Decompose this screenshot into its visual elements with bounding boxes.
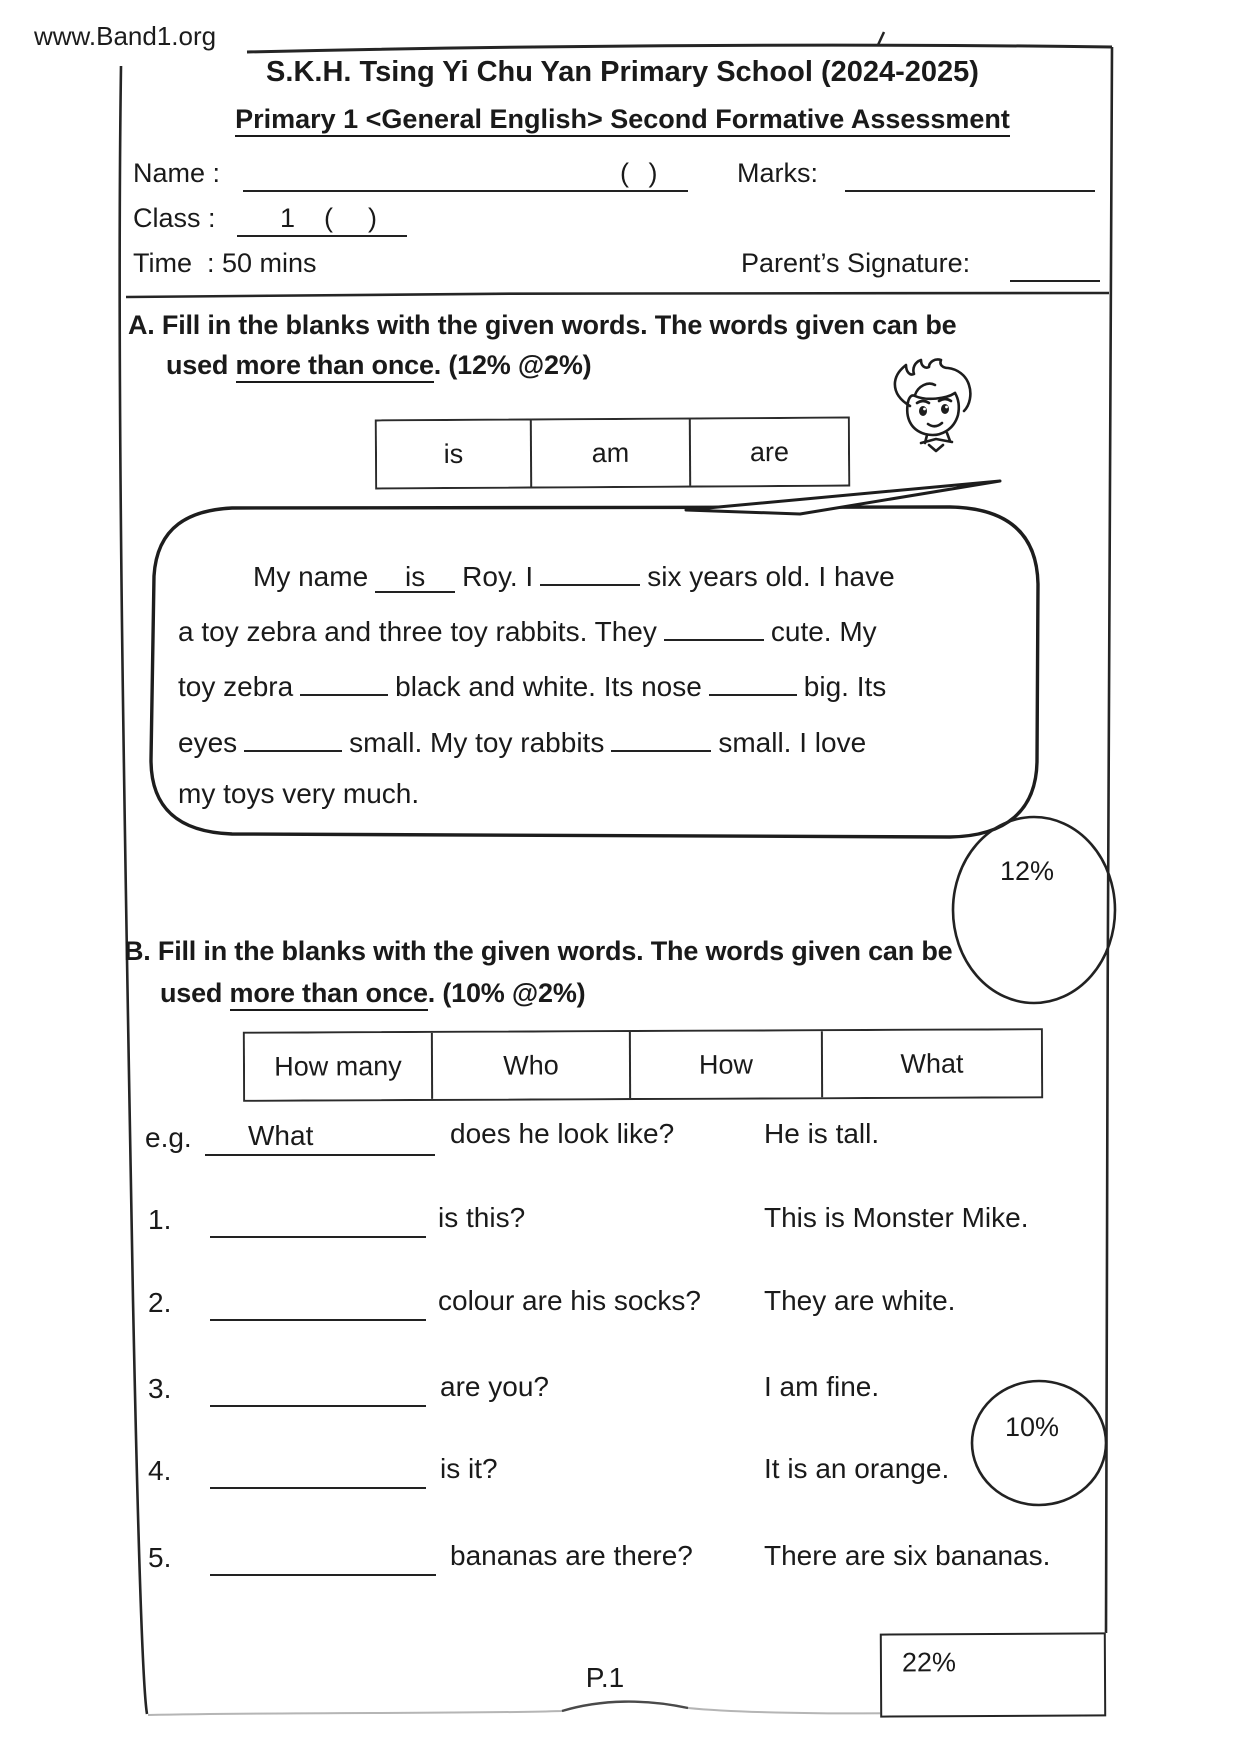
row-number: 1. [148, 1204, 172, 1235]
marks-label: Marks: [737, 158, 818, 188]
question-text: colour are his socks? [438, 1285, 702, 1316]
class-line [237, 235, 407, 237]
score-circle-a [953, 817, 1115, 1003]
word-bank-b-cell: How many [245, 1033, 431, 1100]
fill-blank [611, 722, 711, 752]
fill-blank [300, 666, 388, 696]
fill-blank [709, 666, 797, 696]
class-label: Class : [133, 203, 216, 233]
marks-line [845, 190, 1095, 192]
word-bank-a-cell: is [377, 421, 530, 488]
exam-title: Primary 1 <General English> Second Formative Assessment [150, 104, 1095, 135]
passage-line: My name is Roy. I six years old. I have [253, 556, 895, 593]
section-a-score-badge: 12% [1000, 856, 1055, 886]
passage-line: toy zebra black and white. Its nose big. Its [178, 666, 886, 703]
question-text: are you? [440, 1371, 549, 1402]
fill-blank [540, 556, 640, 586]
class-paren-close: ) [368, 203, 377, 233]
passage-line: my toys very much. [178, 778, 420, 809]
answer-text: He is tall. [764, 1118, 880, 1149]
underlined-phrase: more than once [236, 350, 434, 383]
passage-line: eyes small. My toy rabbits small. I love [178, 722, 866, 759]
row-number: e.g. [145, 1122, 192, 1153]
word-bank-b [243, 1028, 1043, 1101]
question-text: does he look like? [450, 1118, 675, 1149]
answer-text: There are six bananas. [764, 1540, 1051, 1571]
row-number: 2. [148, 1287, 172, 1318]
header-divider [126, 293, 1109, 297]
name-label: Name : [133, 158, 221, 188]
word-bank-b-cell: Who [431, 1032, 629, 1099]
time-label: Time : 50 mins [133, 248, 317, 278]
passage-line: a toy zebra and three toy rabbits. They cute. My [178, 611, 877, 648]
question-text: is it? [440, 1453, 498, 1484]
answer-blank [210, 1319, 426, 1321]
section-b-heading-line2: used more than once. (10% @2%) [160, 978, 585, 1009]
class-value: 1 [280, 203, 296, 233]
class-paren-open: ( [324, 203, 333, 233]
boy-face-icon [895, 359, 970, 451]
name-line [243, 190, 688, 192]
word-bank-a-cell: are [689, 419, 848, 486]
answer-blank [210, 1574, 436, 1576]
answer-blank [210, 1236, 426, 1238]
section-a-heading-line1: A. Fill in the blanks with the given words. The words given can be [128, 310, 957, 340]
answer-text: This is Monster Mike. [764, 1202, 1029, 1233]
watermark: www.Band1.org [34, 21, 217, 51]
underlined-phrase: more than once [230, 978, 428, 1011]
word-bank-b-cell: What [821, 1030, 1041, 1097]
row-number: 3. [148, 1373, 172, 1404]
school-title: S.K.H. Tsing Yi Chu Yan Primary School (2024-2025) [266, 56, 979, 88]
answer-text: They are white. [764, 1285, 956, 1316]
fill-blank [664, 611, 764, 641]
question-text: is this? [438, 1202, 526, 1233]
fill-blank-answered: is [375, 563, 455, 593]
row-number: 5. [148, 1542, 172, 1573]
answer-blank [210, 1487, 426, 1489]
row-number: 4. [148, 1455, 172, 1486]
name-paren: ( ) [620, 158, 664, 188]
section-b-score-badge: 10% [1005, 1412, 1060, 1442]
section-b-heading-line1: B. Fill in the blanks with the given words. The words given can be [124, 936, 953, 966]
total-score-value: 22% [901, 1647, 957, 1678]
word-bank-b-cell: How [629, 1031, 821, 1098]
answer-text: I am fine. [764, 1371, 880, 1402]
page-number: P.1 [585, 1662, 625, 1693]
blank-answer-text: What [248, 1120, 314, 1151]
question-text: bananas are there? [450, 1540, 693, 1571]
parent-signature-line [1010, 280, 1100, 282]
parent-signature-label: Parent’s Signature: [741, 248, 971, 278]
total-score-box [880, 1632, 1106, 1717]
answer-blank [205, 1154, 435, 1156]
word-bank-a-cell: am [530, 420, 689, 487]
section-a-heading-line2: used more than once. (12% @2%) [166, 350, 591, 381]
answer-blank [210, 1405, 426, 1407]
fill-blank [244, 722, 342, 752]
word-bank-a [375, 417, 850, 490]
answer-text: It is an orange. [764, 1453, 950, 1484]
page-border [120, 32, 1112, 1715]
